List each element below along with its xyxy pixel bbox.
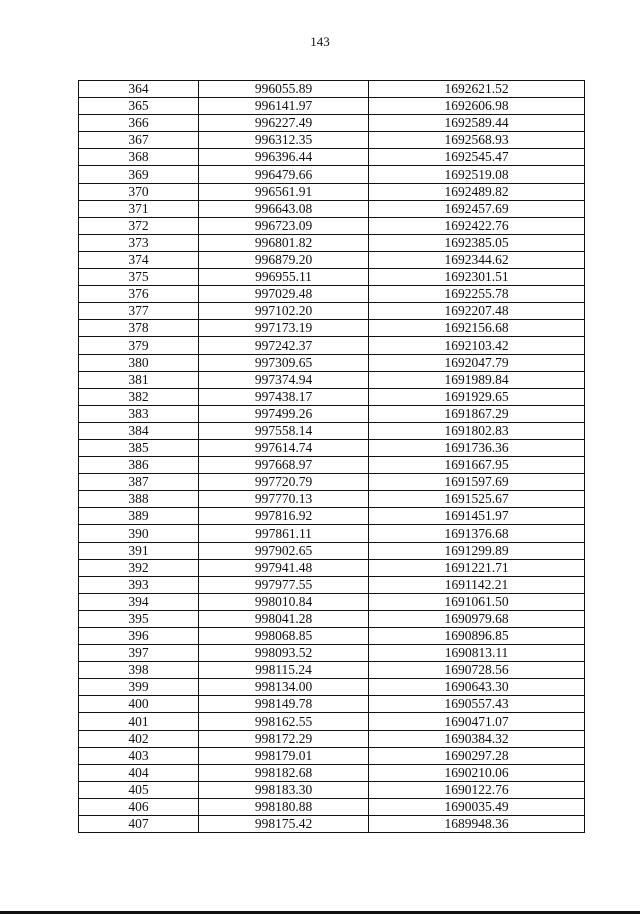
point-number-cell: 377: [79, 303, 199, 320]
point-number-cell: 371: [79, 200, 199, 217]
point-number-cell: 404: [79, 764, 199, 781]
x-coordinate-cell: 997902.65: [199, 542, 369, 559]
x-coordinate-cell: 996227.49: [199, 115, 369, 132]
point-number-cell: 382: [79, 388, 199, 405]
table-row: [79, 730, 585, 747]
x-coordinate-cell: 998172.29: [199, 730, 369, 747]
page-number: 143: [310, 34, 330, 49]
table-row: [79, 576, 585, 593]
point-number-cell: 385: [79, 439, 199, 456]
point-number-cell: 399: [79, 679, 199, 696]
y-coordinate-cell: 1692457.69: [369, 200, 585, 217]
y-coordinate-cell: 1690557.43: [369, 696, 585, 713]
point-number-cell: 397: [79, 645, 199, 662]
y-coordinate-cell: 1691525.67: [369, 491, 585, 508]
x-coordinate-cell: 998115.24: [199, 662, 369, 679]
x-coordinate-cell: 997438.17: [199, 388, 369, 405]
x-coordinate-cell: 996479.66: [199, 166, 369, 183]
table-row: [79, 610, 585, 627]
x-coordinate-cell: 997173.19: [199, 320, 369, 337]
y-coordinate-cell: 1692621.52: [369, 81, 585, 98]
table-row: [79, 286, 585, 303]
x-coordinate-cell: 998041.28: [199, 610, 369, 627]
table-row: [79, 269, 585, 286]
point-number-cell: 389: [79, 508, 199, 525]
table-row: [79, 149, 585, 166]
point-number-cell: 395: [79, 610, 199, 627]
y-coordinate-cell: 1691989.84: [369, 371, 585, 388]
table-row: [79, 388, 585, 405]
y-coordinate-cell: 1690297.28: [369, 747, 585, 764]
y-coordinate-cell: 1691667.95: [369, 457, 585, 474]
point-number-cell: 394: [79, 593, 199, 610]
table-row: [79, 679, 585, 696]
table-row: [79, 525, 585, 542]
point-number-cell: 366: [79, 115, 199, 132]
x-coordinate-cell: 997499.26: [199, 405, 369, 422]
y-coordinate-cell: 1692156.68: [369, 320, 585, 337]
y-coordinate-cell: 1692589.44: [369, 115, 585, 132]
y-coordinate-cell: 1692606.98: [369, 98, 585, 115]
point-number-cell: 379: [79, 337, 199, 354]
table-row: [79, 98, 585, 115]
y-coordinate-cell: 1691376.68: [369, 525, 585, 542]
y-coordinate-cell: 1692344.62: [369, 251, 585, 268]
y-coordinate-cell: 1690471.07: [369, 713, 585, 730]
y-coordinate-cell: 1692519.08: [369, 166, 585, 183]
x-coordinate-cell: 998175.42: [199, 816, 369, 833]
x-coordinate-cell: 996723.09: [199, 217, 369, 234]
x-coordinate-cell: 996643.08: [199, 200, 369, 217]
table-row: [79, 234, 585, 251]
y-coordinate-cell: 1692301.51: [369, 269, 585, 286]
x-coordinate-cell: 996312.35: [199, 132, 369, 149]
y-coordinate-cell: 1690896.85: [369, 628, 585, 645]
y-coordinate-cell: 1691221.71: [369, 559, 585, 576]
point-number-cell: 368: [79, 149, 199, 166]
x-coordinate-cell: 997861.11: [199, 525, 369, 542]
y-coordinate-cell: 1691142.21: [369, 576, 585, 593]
x-coordinate-cell: 996955.11: [199, 269, 369, 286]
y-coordinate-cell: 1691597.69: [369, 474, 585, 491]
table-row: [79, 422, 585, 439]
table-row: [79, 508, 585, 525]
coordinates-table-body: [79, 81, 585, 833]
x-coordinate-cell: 997816.92: [199, 508, 369, 525]
x-coordinate-cell: 997029.48: [199, 286, 369, 303]
x-coordinate-cell: 997977.55: [199, 576, 369, 593]
x-coordinate-cell: 997720.79: [199, 474, 369, 491]
point-number-cell: 375: [79, 269, 199, 286]
point-number-cell: 386: [79, 457, 199, 474]
point-number-cell: 387: [79, 474, 199, 491]
point-number-cell: 384: [79, 422, 199, 439]
point-number-cell: 393: [79, 576, 199, 593]
y-coordinate-cell: 1691929.65: [369, 388, 585, 405]
point-number-cell: 396: [79, 628, 199, 645]
point-number-cell: 391: [79, 542, 199, 559]
y-coordinate-cell: 1690643.30: [369, 679, 585, 696]
table-row: [79, 251, 585, 268]
table-row: [79, 337, 585, 354]
table-row: [79, 696, 585, 713]
table-row: [79, 132, 585, 149]
x-coordinate-cell: 998182.68: [199, 764, 369, 781]
table-row: [79, 559, 585, 576]
table-row: [79, 166, 585, 183]
point-number-cell: 380: [79, 354, 199, 371]
x-coordinate-cell: 998179.01: [199, 747, 369, 764]
x-coordinate-cell: 997941.48: [199, 559, 369, 576]
x-coordinate-cell: 997770.13: [199, 491, 369, 508]
point-number-cell: 402: [79, 730, 199, 747]
x-coordinate-cell: 996561.91: [199, 183, 369, 200]
point-number-cell: 400: [79, 696, 199, 713]
point-number-cell: 390: [79, 525, 199, 542]
table-row: [79, 457, 585, 474]
x-coordinate-cell: 997102.20: [199, 303, 369, 320]
y-coordinate-cell: 1692568.93: [369, 132, 585, 149]
table-row: [79, 542, 585, 559]
point-number-cell: 381: [79, 371, 199, 388]
point-number-cell: 370: [79, 183, 199, 200]
x-coordinate-cell: 998149.78: [199, 696, 369, 713]
table-row: [79, 371, 585, 388]
y-coordinate-cell: 1692255.78: [369, 286, 585, 303]
x-coordinate-cell: 998068.85: [199, 628, 369, 645]
x-coordinate-cell: 998010.84: [199, 593, 369, 610]
point-number-cell: 383: [79, 405, 199, 422]
y-coordinate-cell: 1690728.56: [369, 662, 585, 679]
table-row: [79, 628, 585, 645]
x-coordinate-cell: 996879.20: [199, 251, 369, 268]
y-coordinate-cell: 1692489.82: [369, 183, 585, 200]
table-row: [79, 217, 585, 234]
x-coordinate-cell: 997374.94: [199, 371, 369, 388]
y-coordinate-cell: 1691299.89: [369, 542, 585, 559]
y-coordinate-cell: 1690979.68: [369, 610, 585, 627]
x-coordinate-cell: 997558.14: [199, 422, 369, 439]
table-row: [79, 200, 585, 217]
x-coordinate-cell: 997242.37: [199, 337, 369, 354]
point-number-cell: 367: [79, 132, 199, 149]
y-coordinate-cell: 1691736.36: [369, 439, 585, 456]
y-coordinate-cell: 1689948.36: [369, 816, 585, 833]
point-number-cell: 374: [79, 251, 199, 268]
table-row: [79, 747, 585, 764]
y-coordinate-cell: 1691451.97: [369, 508, 585, 525]
point-number-cell: 378: [79, 320, 199, 337]
point-number-cell: 388: [79, 491, 199, 508]
point-number-cell: 405: [79, 781, 199, 798]
y-coordinate-cell: 1690035.49: [369, 798, 585, 815]
x-coordinate-cell: 996801.82: [199, 234, 369, 251]
table-row: [79, 645, 585, 662]
y-coordinate-cell: 1692207.48: [369, 303, 585, 320]
table-row: [79, 303, 585, 320]
point-number-cell: 376: [79, 286, 199, 303]
x-coordinate-cell: 998162.55: [199, 713, 369, 730]
x-coordinate-cell: 997614.74: [199, 439, 369, 456]
table-row: [79, 781, 585, 798]
y-coordinate-cell: 1690122.76: [369, 781, 585, 798]
x-coordinate-cell: 998093.52: [199, 645, 369, 662]
point-number-cell: 401: [79, 713, 199, 730]
x-coordinate-cell: 997309.65: [199, 354, 369, 371]
table-row: [79, 764, 585, 781]
table-row: [79, 183, 585, 200]
x-coordinate-cell: 996055.89: [199, 81, 369, 98]
y-coordinate-cell: 1691867.29: [369, 405, 585, 422]
table-row: [79, 405, 585, 422]
x-coordinate-cell: 998134.00: [199, 679, 369, 696]
table-row: [79, 320, 585, 337]
x-coordinate-cell: 998183.30: [199, 781, 369, 798]
y-coordinate-cell: 1691061.50: [369, 593, 585, 610]
table-row: [79, 593, 585, 610]
y-coordinate-cell: 1690813.11: [369, 645, 585, 662]
table-row: [79, 491, 585, 508]
table-row: [79, 354, 585, 371]
point-number-cell: 364: [79, 81, 199, 98]
table-row: [79, 115, 585, 132]
y-coordinate-cell: 1692545.47: [369, 149, 585, 166]
x-coordinate-cell: 996141.97: [199, 98, 369, 115]
y-coordinate-cell: 1690210.06: [369, 764, 585, 781]
table-row: [79, 713, 585, 730]
table-row: [79, 81, 585, 98]
y-coordinate-cell: 1692047.79: [369, 354, 585, 371]
y-coordinate-cell: 1690384.32: [369, 730, 585, 747]
x-coordinate-cell: 998180.88: [199, 798, 369, 815]
y-coordinate-cell: 1692385.05: [369, 234, 585, 251]
x-coordinate-cell: 996396.44: [199, 149, 369, 166]
coordinates-table: [78, 80, 585, 833]
table-row: [79, 798, 585, 815]
y-coordinate-cell: 1691802.83: [369, 422, 585, 439]
point-number-cell: 407: [79, 816, 199, 833]
y-coordinate-cell: 1692422.76: [369, 217, 585, 234]
table-row: [79, 816, 585, 833]
point-number-cell: 365: [79, 98, 199, 115]
point-number-cell: 398: [79, 662, 199, 679]
table-row: [79, 662, 585, 679]
point-number-cell: 392: [79, 559, 199, 576]
table-row: [79, 474, 585, 491]
point-number-cell: 373: [79, 234, 199, 251]
table-row: [79, 439, 585, 456]
point-number-cell: 403: [79, 747, 199, 764]
point-number-cell: 406: [79, 798, 199, 815]
point-number-cell: 372: [79, 217, 199, 234]
y-coordinate-cell: 1692103.42: [369, 337, 585, 354]
point-number-cell: 369: [79, 166, 199, 183]
x-coordinate-cell: 997668.97: [199, 457, 369, 474]
